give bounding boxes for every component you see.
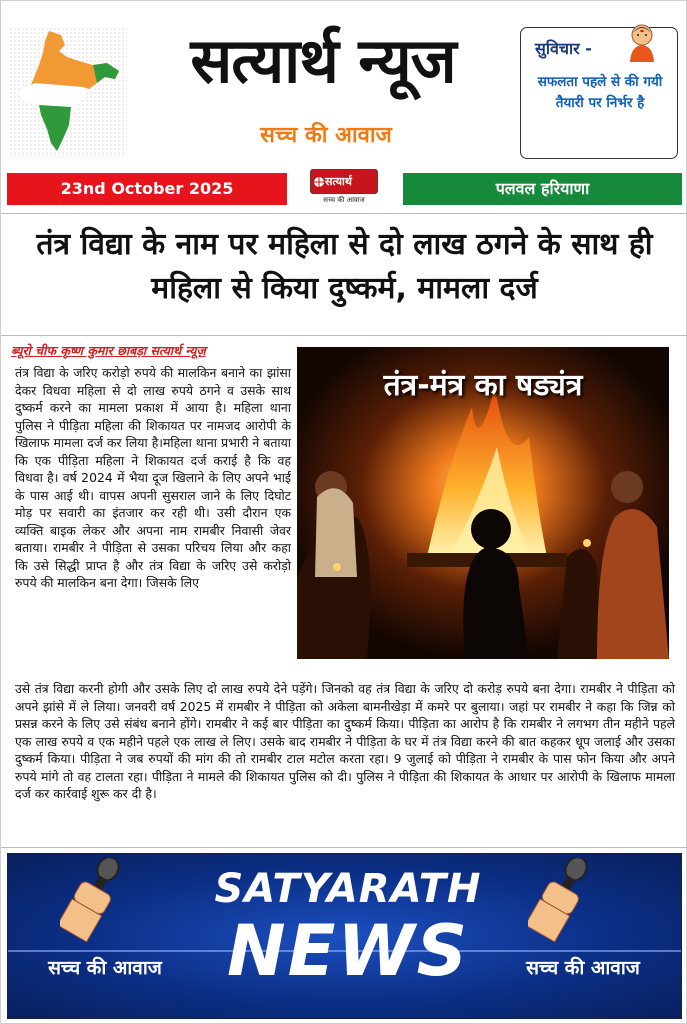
date-bar: [7, 173, 287, 205]
banner-tagline-left: सच्च की आवाज: [48, 957, 162, 979]
banner-title-line2: NEWS: [226, 910, 470, 992]
divider: [1, 213, 687, 214]
microphone-fist-icon: [528, 858, 618, 950]
divider: [1, 847, 687, 848]
date-location-strip: [1, 169, 687, 209]
thought-label: सुविचार -: [535, 39, 592, 58]
masthead: [1, 1, 687, 169]
divider: [1, 335, 687, 336]
thought-of-day-box: [520, 27, 678, 159]
photo-caption: तंत्र-मंत्र का षड्यंत्र: [383, 368, 583, 403]
saint-face-icon: [625, 22, 659, 62]
india-map-icon: [9, 27, 127, 157]
article-photo: [297, 347, 669, 659]
location-bar: [403, 173, 682, 205]
globe-icon: [313, 176, 325, 188]
issue-date: 23nd October 2025: [60, 179, 234, 198]
mini-logo-box: [310, 169, 378, 194]
microphone-fist-icon: [60, 858, 150, 950]
banner-title-line1: SATYARATH: [214, 866, 482, 912]
banner-tagline-right: सच्च की आवाज: [526, 957, 640, 979]
satyarath-banner: [7, 853, 682, 1019]
thought-text: सफलता पहले से की गयी तैयारी पर निर्भर है: [537, 74, 663, 111]
article-column-text: तंत्र विद्या के जरिए करोड़ो रुपये की मालकिन बनाने का झांसा देकर विधवा महिला से दो लाख रुपये ठगने व उसके साथ दुष्कर्म करने का मामला प्रकाश में आया है। महिला थाना पुलिस ने पीड़िता महिला की शिकायत पर नामजद आरोपी के खिलाफ मामला दर्ज कर लिया है।महिला थाना प्रभारी ने बताया कि एक पीड़िता महिला ने शिकायत दर्ज कराई है कि वह विधवा है। वर्ष 2024 में भैया दूज खिलाने के लिए अपने भाई के पास आई थी। वापस अपनी सुसराल जाने के लिए दिघोट मोड़ पर सवारी का इंतजार कर रही थी। उसी दौरान एक व्यक्ति बाइक लेकर और अपना नाम रामबीर निवासी जेवर बताया। रामबीर ने पीड़िता से उसका परिचय लिया और कहा कि उसे सिद्धी प्राप्त है और तंत्र विद्या के जरिए उसे करोड़ो रुपये की मालकिन बना देगा। जिसके लिए: [15, 365, 291, 590]
mini-logo-subtext: सच्च की आवाज: [323, 196, 365, 204]
location-text: पलवल हरियाणा: [495, 179, 590, 198]
mini-logo: [310, 169, 378, 209]
masthead-tagline: सच्च की आवाज: [260, 123, 392, 148]
article-full-text: उसे तंत्र विद्या करनी होगी और उसके लिए दो लाख रुपये देने पड़ेंगे। जिनको वह तंत्र विद्या के जरिए दो करोड़ रुपये बना देगा। रामबीर ने पीड़िता को अपने झांसे में ले लिया। जनवरी वर्ष 2025 में रामबीर ने पीड़िता को अकेला बामनीखेड़ा में कमरे पर बुलाया। जहां पर रामबीर ने कहा कि जिन्न को प्रसन्न करने के लिए उसे संबंध बनाने होंगे। रामबीर ने कई बार पीड़िता का दुष्कर्म किया। पीड़िता का आरोप है कि रामबीर ने लगभग तीन महीने पहले एक लाख रुपये व एक महीने पहले एक लाख ले लिए। उसके बाद रामबीर ने पीड़िता के घर में तंत्र विद्या करने की बात कहकर धूप जलाई और उसका दुष्कर्म किया। पीड़िता ने जब रुपयों की मांग की तो रामबीर टाल मटोल करता रहा। 9 जुलाई को पीड़िता ने रामबीर के पास फोन किया और अपने रुपये मांगे तो वह टालता रहा। पीड़िता ने मामले की शिकायत पुलिस को दी। पुलिस ने पीड़िता की शिकायत के आधार पर आरोपी के खिलाफ मामला दर्ज कर कार्रवाई शुरू कर दी है।: [15, 681, 675, 801]
masthead-title: सत्यार्थ न्यूज: [190, 24, 456, 97]
article-byline: ब्यूरो चीफ कृष्ण कुमार छाबड़ा सत्यार्थ न्यूज़: [11, 343, 206, 358]
mini-logo-text: सत्यार्थ: [325, 175, 352, 188]
article-headline: तंत्र विद्या के नाम पर महिला से दो लाख ठगने के साथ ही महिला से किया दुष्कर्म, मामला दर्ज: [36, 227, 653, 306]
